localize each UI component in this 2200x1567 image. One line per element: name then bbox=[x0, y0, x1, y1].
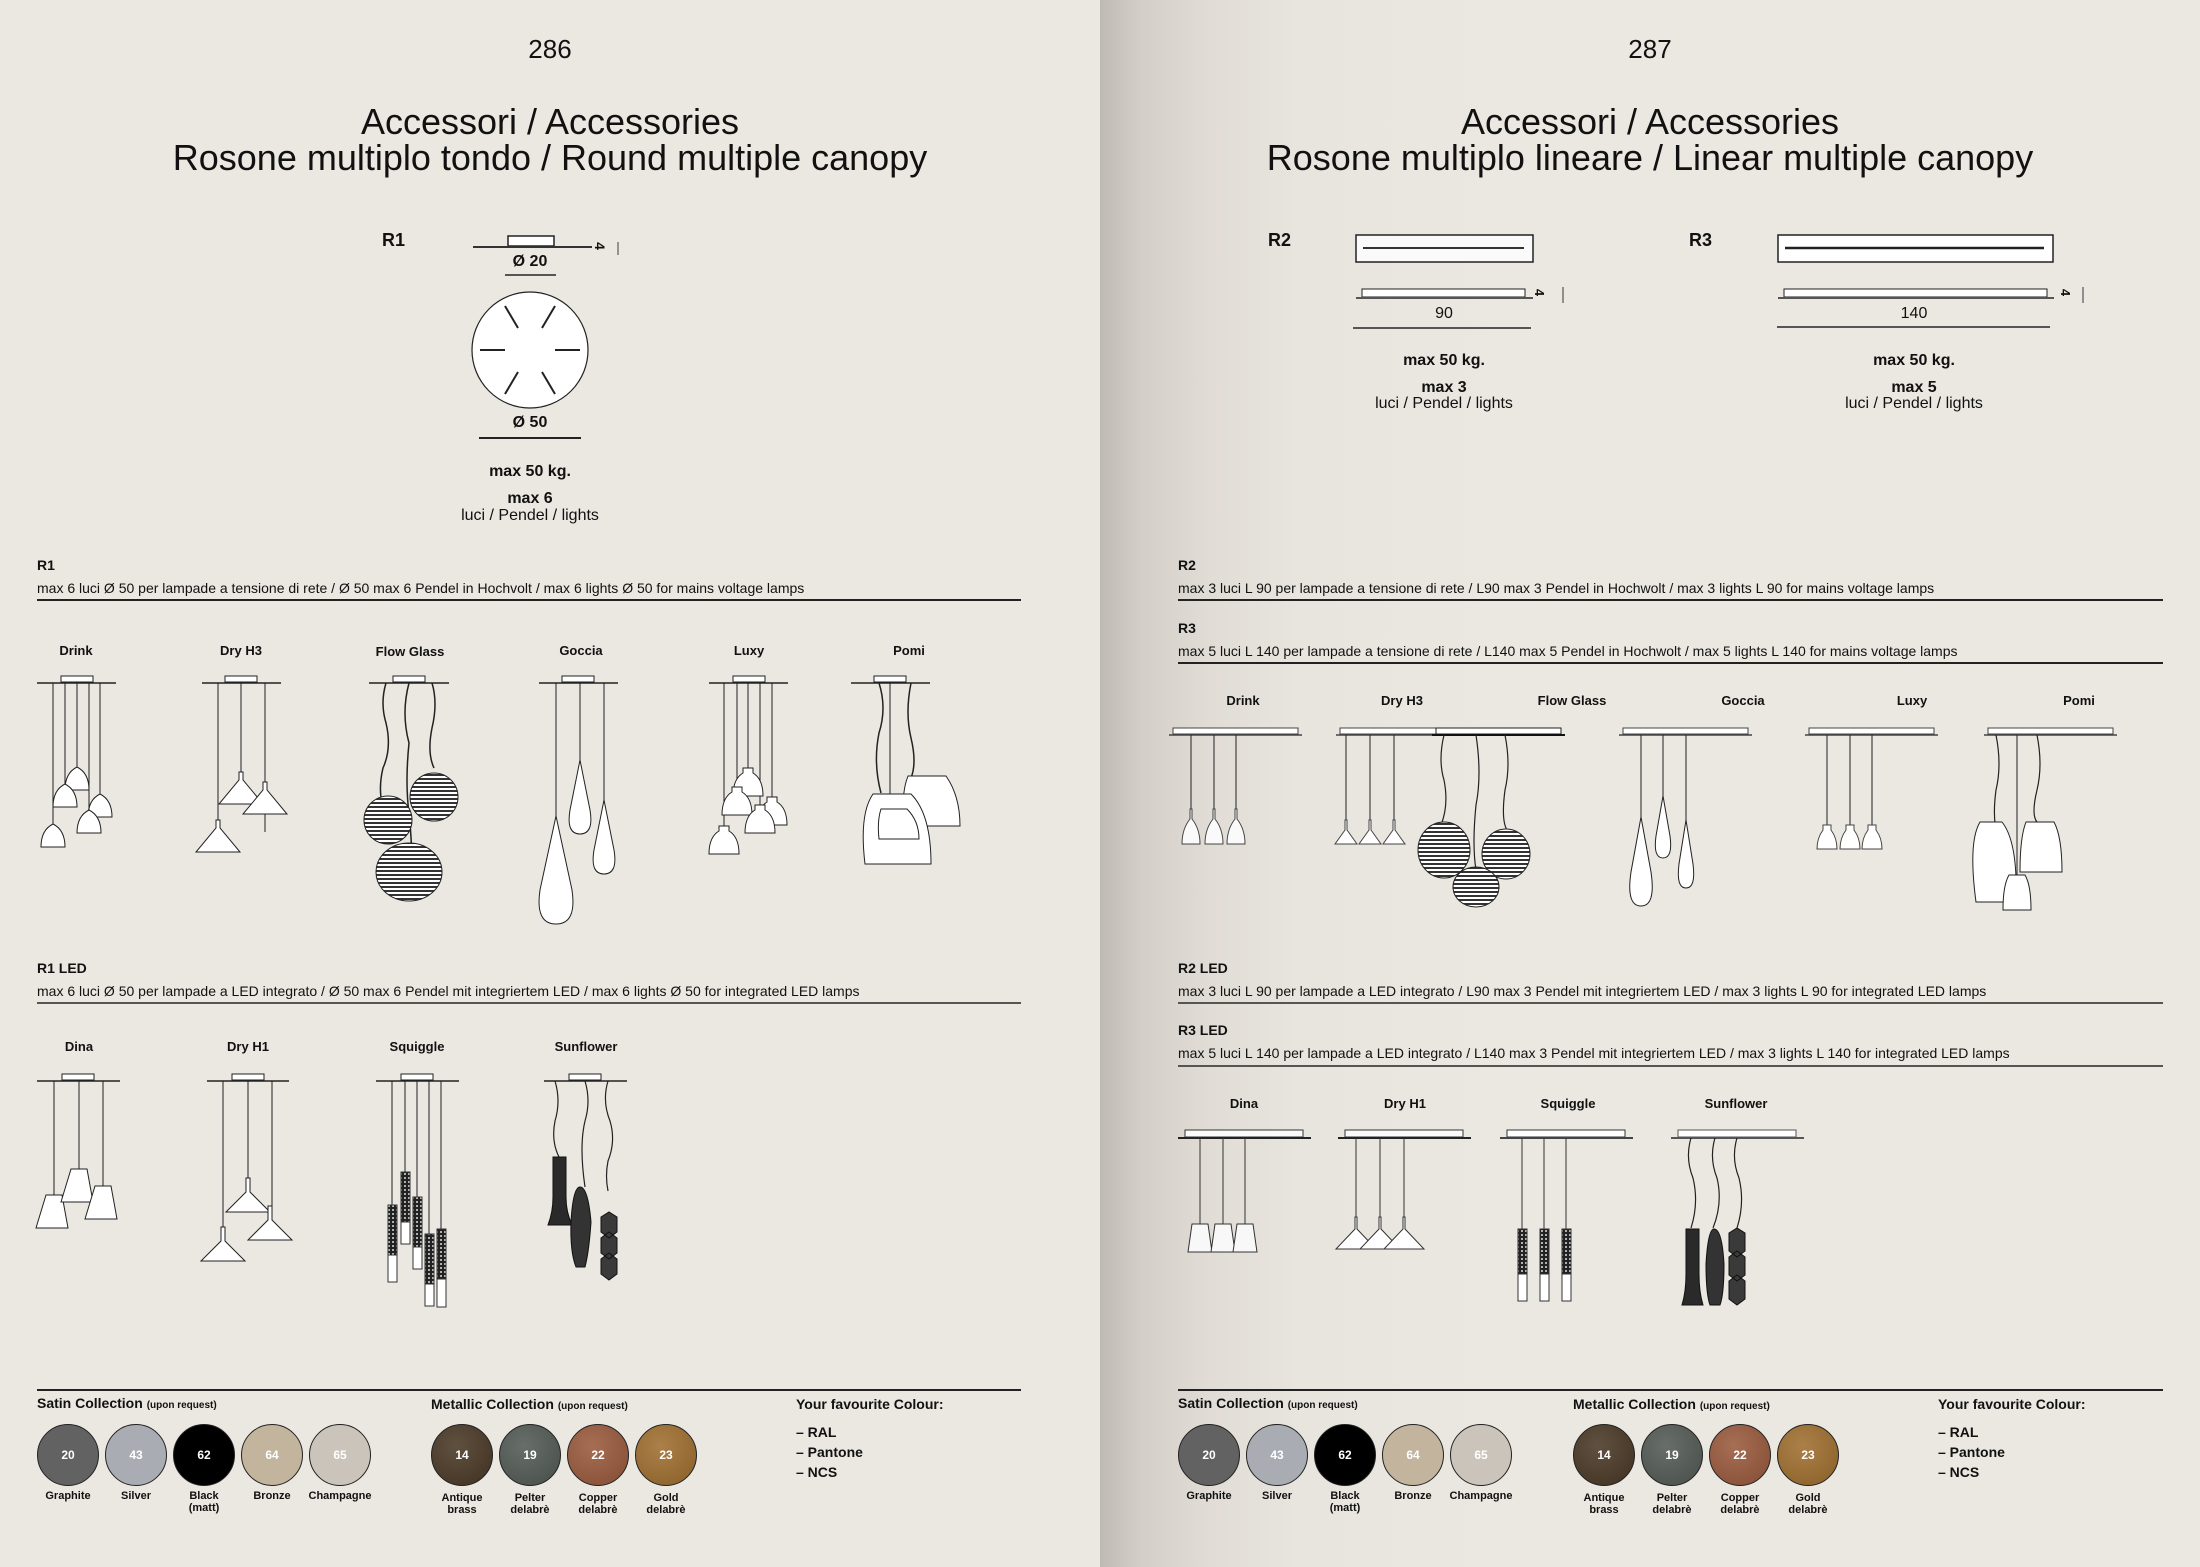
metallic-swatch: 23 bbox=[1777, 1424, 1839, 1486]
base-diameter: Ø 20 bbox=[512, 253, 548, 270]
satin-swatch: 43 bbox=[1246, 1424, 1308, 1486]
sunflower-lamp-drawing bbox=[543, 1072, 633, 1322]
canopy-length: 140 bbox=[1900, 305, 1928, 322]
favourite-item: – NCS bbox=[1938, 1464, 1980, 1480]
lamp-name: Goccia bbox=[559, 643, 603, 658]
section-description: max 6 luci Ø 50 per lampade a LED integrato / Ø 50 max 6 Pendel mit integriertem LED / max 6 lights Ø 50 for integrated LED lamps bbox=[37, 983, 860, 999]
dry-h3-lamp-drawing bbox=[200, 674, 290, 864]
section-code: R1 bbox=[37, 557, 55, 573]
page-title bbox=[1100, 101, 2200, 178]
squiggle-lamp-drawing bbox=[375, 1072, 465, 1312]
satin-collection-title: Satin Collection (upon request) bbox=[37, 1395, 217, 1411]
swatch-label: Pelter delabrè bbox=[1652, 1492, 1692, 1516]
satin-swatch: 62 bbox=[1314, 1424, 1376, 1486]
goccia-lamp-drawing bbox=[1619, 727, 1754, 917]
lamp-name: Squiggle bbox=[1540, 1096, 1596, 1111]
section-code: R1 LED bbox=[37, 960, 87, 976]
page-title bbox=[0, 101, 1100, 178]
swatch-label: Copper delabrè bbox=[1720, 1492, 1760, 1516]
lamp-name: Dry H1 bbox=[227, 1039, 269, 1054]
section-code: R3 LED bbox=[1178, 1022, 1228, 1038]
page-number: 286 bbox=[528, 34, 572, 64]
max-weight: max 50 kg. bbox=[489, 463, 571, 480]
section-description: max 5 luci L 140 per lampade a tensione di rete / L140 max 5 Pendel in Hochwolt / max 5 lights L 140 for mains voltage lamps bbox=[1178, 643, 1958, 659]
lamp-name: Luxy bbox=[733, 643, 765, 658]
lamp-name: Dry H3 bbox=[1381, 693, 1423, 708]
r3-top-view bbox=[1777, 234, 2057, 264]
flow-glass-lamp-drawing bbox=[1432, 727, 1592, 917]
metallic-swatch: 23 bbox=[635, 1424, 697, 1486]
swatch-label: Graphite bbox=[1186, 1490, 1232, 1502]
section-code: R3 bbox=[1178, 620, 1196, 636]
lamp-name: Dry H1 bbox=[1384, 1096, 1426, 1111]
lamp-name: Sunflower bbox=[1704, 1096, 1768, 1111]
swatch-label: Bronze bbox=[1394, 1490, 1432, 1502]
lights-label: luci / Pendel / lights bbox=[461, 507, 599, 524]
favourite-item: – Pantone bbox=[796, 1444, 863, 1460]
swatch-label: Champagne bbox=[1449, 1490, 1513, 1502]
swatch-label: Gold delabrè bbox=[1788, 1492, 1828, 1516]
sunflower-lamp-drawing bbox=[1671, 1129, 1806, 1309]
satin-swatch: 43 bbox=[105, 1424, 167, 1486]
pomi-lamp-drawing bbox=[848, 674, 968, 904]
satin-swatch: 65 bbox=[309, 1424, 371, 1486]
metallic-collection-title: Metallic Collection (upon request) bbox=[1573, 1396, 1770, 1412]
satin-swatch: 20 bbox=[1178, 1424, 1240, 1486]
max-lights: max 6 bbox=[507, 490, 553, 507]
swatch-label: Bronze bbox=[253, 1490, 291, 1502]
lamp-name: Flow Glass bbox=[375, 644, 445, 659]
favourite-colour-title: Your favourite Colour: bbox=[1938, 1396, 2086, 1412]
canopy-code: R2 bbox=[1268, 230, 1292, 250]
swatch-label: Black (matt) bbox=[188, 1490, 220, 1514]
metallic-swatch: 22 bbox=[1709, 1424, 1771, 1486]
flow-glass-lamp-drawing bbox=[362, 674, 472, 914]
lamp-name: Goccia bbox=[1721, 693, 1765, 708]
title-line-2: Rosone multiplo tondo / Round multiple canopy bbox=[172, 137, 928, 178]
lamp-name: Luxy bbox=[1896, 693, 1928, 708]
satin-swatch: 62 bbox=[173, 1424, 235, 1486]
dry-h1-lamp-drawing bbox=[1338, 1129, 1473, 1259]
canopy-length: 90 bbox=[1435, 305, 1453, 322]
r3-side-view bbox=[1777, 287, 2097, 307]
favourite-item: – RAL bbox=[1938, 1424, 1979, 1440]
section-description: max 3 luci L 90 per lampade a tensione di rete / L90 max 3 Pendel in Hochwolt / max 3 lights L 90 for mains voltage lamps bbox=[1178, 580, 1935, 596]
dry-h1-lamp-drawing bbox=[205, 1072, 295, 1262]
lamp-name: Pomi bbox=[893, 643, 925, 658]
section-code: R2 bbox=[1178, 557, 1196, 573]
max-weight: max 50 kg. bbox=[1873, 352, 1955, 369]
metallic-swatch: 14 bbox=[431, 1424, 493, 1486]
squiggle-lamp-drawing bbox=[1500, 1129, 1635, 1304]
swatch-label: Silver bbox=[121, 1490, 151, 1502]
swatch-label: Antique brass bbox=[1583, 1492, 1625, 1516]
page-number: 287 bbox=[1628, 34, 1672, 64]
favourite-item: – Pantone bbox=[1938, 1444, 2005, 1460]
lamp-name: Pomi bbox=[2063, 693, 2095, 708]
metallic-collection-title: Metallic Collection (upon request) bbox=[431, 1396, 628, 1412]
luxy-lamp-drawing bbox=[707, 674, 797, 864]
lights-label: luci / Pendel / lights bbox=[1845, 395, 1983, 412]
lamp-name: Dina bbox=[64, 1039, 94, 1054]
swatch-label: Copper delabrè bbox=[578, 1492, 618, 1516]
favourite-item: – NCS bbox=[796, 1464, 838, 1480]
max-weight: max 50 kg. bbox=[1403, 352, 1485, 369]
lamp-name: Sunflower bbox=[554, 1039, 618, 1054]
r2-top-view bbox=[1355, 234, 1535, 264]
lights-label: luci / Pendel / lights bbox=[1375, 395, 1513, 412]
goccia-lamp-drawing bbox=[538, 674, 628, 924]
swatch-label: Silver bbox=[1262, 1490, 1292, 1502]
lamp-name: Dry H3 bbox=[220, 643, 262, 658]
canopy-height: 4 bbox=[2058, 288, 2074, 297]
section-code: R2 LED bbox=[1178, 960, 1228, 976]
luxy-lamp-drawing bbox=[1805, 727, 1940, 857]
dina-lamp-drawing bbox=[36, 1072, 126, 1262]
drink-lamp-drawing bbox=[1169, 727, 1304, 857]
dina-lamp-drawing bbox=[1178, 1129, 1313, 1259]
max-lights: max 3 bbox=[1421, 379, 1467, 396]
swatch-label: Gold delabrè bbox=[646, 1492, 686, 1516]
favourite-item: – RAL bbox=[796, 1424, 837, 1440]
metallic-swatch: 19 bbox=[1641, 1424, 1703, 1486]
section-description: max 3 luci L 90 per lampade a LED integrato / L90 max 3 Pendel mit integriertem LED / max 3 lights L 90 for integrated LED lamps bbox=[1178, 983, 1987, 999]
satin-swatch: 64 bbox=[241, 1424, 303, 1486]
swatch-label: Antique brass bbox=[441, 1492, 483, 1516]
swatch-label: Graphite bbox=[45, 1490, 91, 1502]
canopy-code: R3 bbox=[1689, 230, 1713, 250]
drink-lamp-drawing bbox=[36, 674, 118, 864]
canopy-height: 4 bbox=[1532, 288, 1548, 297]
swatch-label: Champagne bbox=[308, 1490, 372, 1502]
title-line-1: Accessori / Accessories bbox=[360, 101, 740, 142]
section-description: max 6 luci Ø 50 per lampade a tensione di rete / Ø 50 max 6 Pendel in Hochvolt / max 6 lights Ø 50 for mains voltage lamps bbox=[37, 580, 805, 596]
canopy-code: R1 bbox=[382, 230, 406, 250]
lamp-name: Dina bbox=[1229, 1096, 1259, 1111]
canopy-diameter: Ø 50 bbox=[512, 414, 548, 431]
metallic-swatch: 19 bbox=[499, 1424, 561, 1486]
section-description: max 5 luci L 140 per lampade a LED integrato / L140 max 3 Pendel mit integriertem LED / max 3 lights L 140 for integrated LED lamps bbox=[1178, 1045, 2010, 1061]
lamp-name: Drink bbox=[59, 643, 93, 658]
max-lights: max 5 bbox=[1891, 379, 1937, 396]
lamp-name: Drink bbox=[1226, 693, 1260, 708]
lamp-name: Flow Glass bbox=[1537, 693, 1607, 708]
satin-collection-title: Satin Collection (upon request) bbox=[1178, 1395, 1358, 1411]
right-page bbox=[1100, 0, 2200, 1567]
canopy-height: 4 bbox=[591, 242, 608, 250]
satin-swatch: 65 bbox=[1450, 1424, 1512, 1486]
metallic-swatch: 22 bbox=[567, 1424, 629, 1486]
pomi-lamp-drawing bbox=[1984, 727, 2124, 927]
lamp-name: Squiggle bbox=[389, 1039, 445, 1054]
swatch-label: Pelter delabrè bbox=[510, 1492, 550, 1516]
swatch-label: Black (matt) bbox=[1329, 1490, 1361, 1514]
satin-swatch: 64 bbox=[1382, 1424, 1444, 1486]
favourite-colour-title: Your favourite Colour: bbox=[796, 1396, 944, 1412]
r1-top-view bbox=[470, 290, 590, 410]
title-line-1: Accessori / Accessories bbox=[1460, 101, 1840, 142]
satin-swatch: 20 bbox=[37, 1424, 99, 1486]
title-line-2: Rosone multiplo lineare / Linear multiple canopy bbox=[1266, 137, 2034, 178]
metallic-swatch: 14 bbox=[1573, 1424, 1635, 1486]
